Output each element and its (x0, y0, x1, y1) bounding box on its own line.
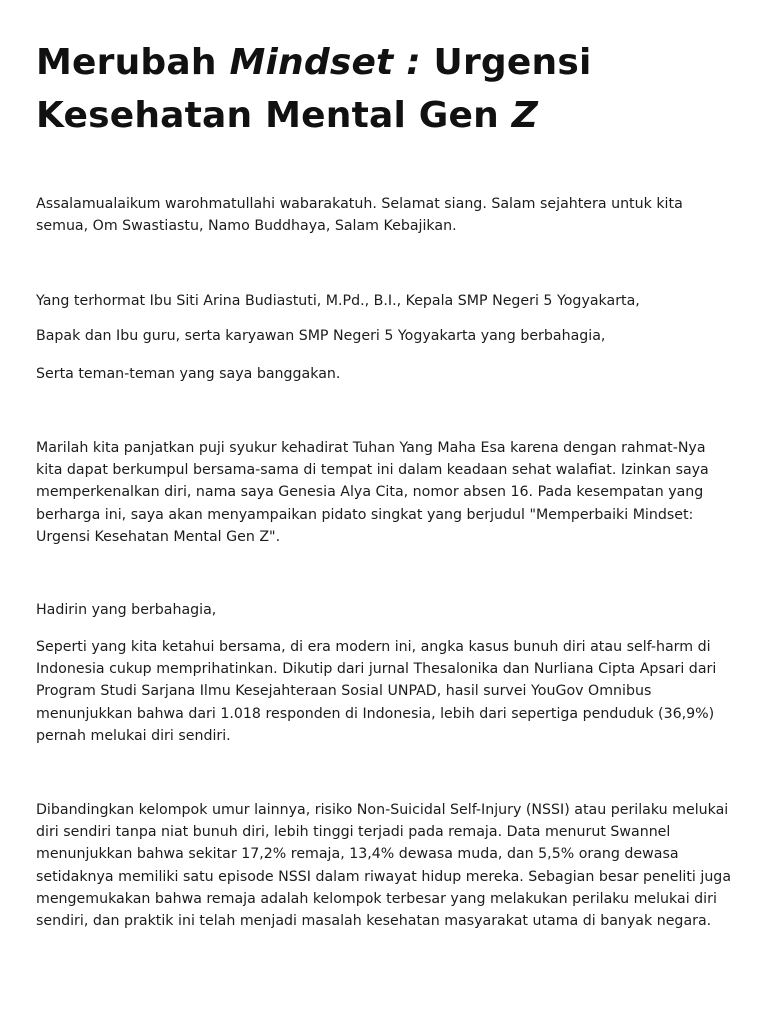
paragraph-introduction: Marilah kita panjatkan puji syukur kehadirat Tuhan Yang Maha Esa karena dengan rahmat-Nya kita dapat berkumpul bersama-sama di tempat ini dalam keadaan sehat walafiat. Izinkan saya memperkenalkan diri, nama saya Genesia Alya Cita, nomor absen 16. Pada kesempatan yang berharga ini, saya akan menyampaikan pidato singkat yang berjudul "Memperbaiki Mindset: Urgensi Kesehatan Mental Gen Z". (36, 440, 709, 545)
paragraph-greeting: Assalamualaikum warohmatullahi wabarakatuh. Selamat siang. Salam sejahtera untuk kita semua, Om Swastiastu, Namo Buddhaya, Salam Kebajikan. (36, 196, 683, 235)
paragraph-nssi-comparison: Dibandingkan kelompok umur lainnya, risiko Non-Suicidal Self-Injury (NSSI) atau perilaku melukai diri sendiri tanpa niat bunuh diri, lebih tinggi terjadi pada remaja. Data menurut Swannel menunjukkan bahwa sekitar 17,2% remaja, 13,4% dewasa muda, dan 5,5% orang dewasa setidaknya memiliki satu episode NSSI dalam riwayat hidup mereka. Sebagian besar peneliti juga mengemukakan bahwa remaja adalah kelompok terbesar yang melakukan perilaku melukai diri sendiri, dan praktik ini telah menjadi masalah kesehatan masyarakat utama di banyak negara. (36, 802, 732, 930)
document-page (36, 0, 736, 930)
title-part-3: Urgensi Kesehatan Mental Gen (36, 42, 592, 136)
title-part-4-italic: Z (511, 95, 538, 136)
paragraph-audience-address: Hadirin yang berbahagia, (36, 602, 217, 618)
title-part-1: Merubah (36, 42, 230, 83)
paragraph-salutation-principal: Yang terhormat Ibu Siti Arina Budiastuti, M.Pd., B.I., Kepala SMP Negeri 5 Yogyakarta, (36, 293, 640, 309)
paragraph-self-harm-statistics: Seperti yang kita ketahui bersama, di era modern ini, angka kasus bunuh diri atau self-harm di Indonesia cukup memprihatinkan. Dikutip dari jurnal Thesalonika dan Nurliana Cipta Apsari dari Program Studi Sarjana Ilmu Kesejahteraan Sosial UNPAD, hasil survei YouGov Omnibus menunjukkan bahwa dari 1.018 responden di Indonesia, lebih dari sepertiga penduduk (36,9%) pernah melukai diri sendiri. (36, 639, 717, 744)
document-title (36, 36, 736, 142)
title-part-2-italic: Mindset : (229, 42, 421, 83)
paragraph-salutation-friends: Serta teman-teman yang saya banggakan. (36, 366, 341, 382)
paragraph-salutation-teachers: Bapak dan Ibu guru, serta karyawan SMP Negeri 5 Yogyakarta yang berbahagia, (36, 328, 606, 344)
